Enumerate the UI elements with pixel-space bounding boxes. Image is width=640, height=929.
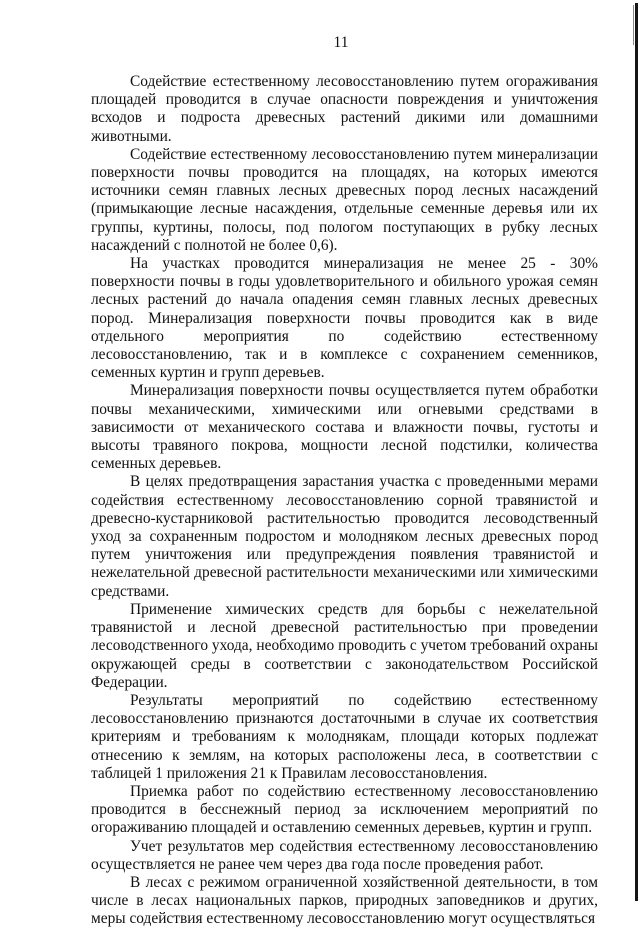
paragraph-overgrowth-prevention: В целях предотвращения зарастания участка с проведенными мерами содействия естественному лесовосстановлению сорной травянистой и древесно-кустарниковой растительностью проводится лесоводственный уход за сохраненным подростом и молодняком лесных древесных пород путем уничтожения или предупреждения появления травянистой и нежелательной древесной растительности механическими или химическими средствами. <box>91 473 598 600</box>
paragraph-fencing: Содействие естественному лесовосстановлению путем огораживания площадей проводится в случае опасности повреждения и уничтожения всходов и подроста древесных растений дикими или домашними животными. <box>91 73 598 145</box>
paragraph-mineralization-methods: Минерализация поверхности почвы осуществляется путем обработки почвы механическими, химическими или огневыми средствами в зависимости от механического состава и влажности почвы, густоты и высоты травяного покрова, мощности лесной подстилки, количества семенных деревьев. <box>91 382 598 473</box>
paragraph-results-criteria: Результаты мероприятий по содействию естественному лесовосстановлению признаются достаточными в случае их соответствия критериям и требованиям к молоднякам, площади которых подлежат отнесению к землям, на которых расположены леса, в соответствии с таблицей 1 приложения 21 к Правилам лесовосстановления. <box>91 691 598 782</box>
paragraph-results-accounting: Учет результатов мер содействия естественному лесовосстановлению осуществляется не ранее чем через два года после проведения работ. <box>91 837 598 873</box>
scan-edge-line <box>633 5 634 45</box>
scan-edge-shadow <box>635 3 638 901</box>
document-body <box>91 73 598 929</box>
paragraph-restricted-forests: В лесах с режимом ограниченной хозяйственной деятельности, в том числе в лесах национальных парков, природных заповедников и других, меры содействия естественному лесовосстановлению могут осуществляться <box>91 873 598 928</box>
paragraph-soil-mineralization-areas: Содействие естественному лесовосстановлению путем минерализации поверхности почвы проводится на площадях, на которых имеются источники семян главных лесных древесных пород лесных насаждений (примыкающие лесные насаждения, отдельные семенные деревья или их группы, куртины, полосы, под пологом поступающих в рубку лесных насаждений с полнотой не более 0,6). <box>91 145 598 254</box>
page-number: 11 <box>333 34 349 51</box>
paragraph-mineralization-percentage: На участках проводится минерализация не менее 25 - 30% поверхности почвы в годы удовлетворительного и обильного урожая семян лесных растений до начала опадения семян главных лесных древесных пород. Минерализация поверхности почвы проводится как в виде отдельного мероприятия по содействию естественному лесовосстановлению, так и в комплексе с сохранением семенников, семенных куртин и групп деревьев. <box>91 255 598 382</box>
paragraph-chemical-means: Применение химических средств для борьбы с нежелательной травянистой и лесной древесной растительностью при проведении лесоводственного ухода, необходимо проводить с учетом требований охраны окружающей среды в соответствии с законодательством Российской Федерации. <box>91 600 598 691</box>
paragraph-work-acceptance: Приемка работ по содействию естественному лесовосстановлению проводится в бесснежный период за исключением мероприятий по огораживанию площадей и оставлению семенных деревьев, куртин и групп. <box>91 782 598 837</box>
